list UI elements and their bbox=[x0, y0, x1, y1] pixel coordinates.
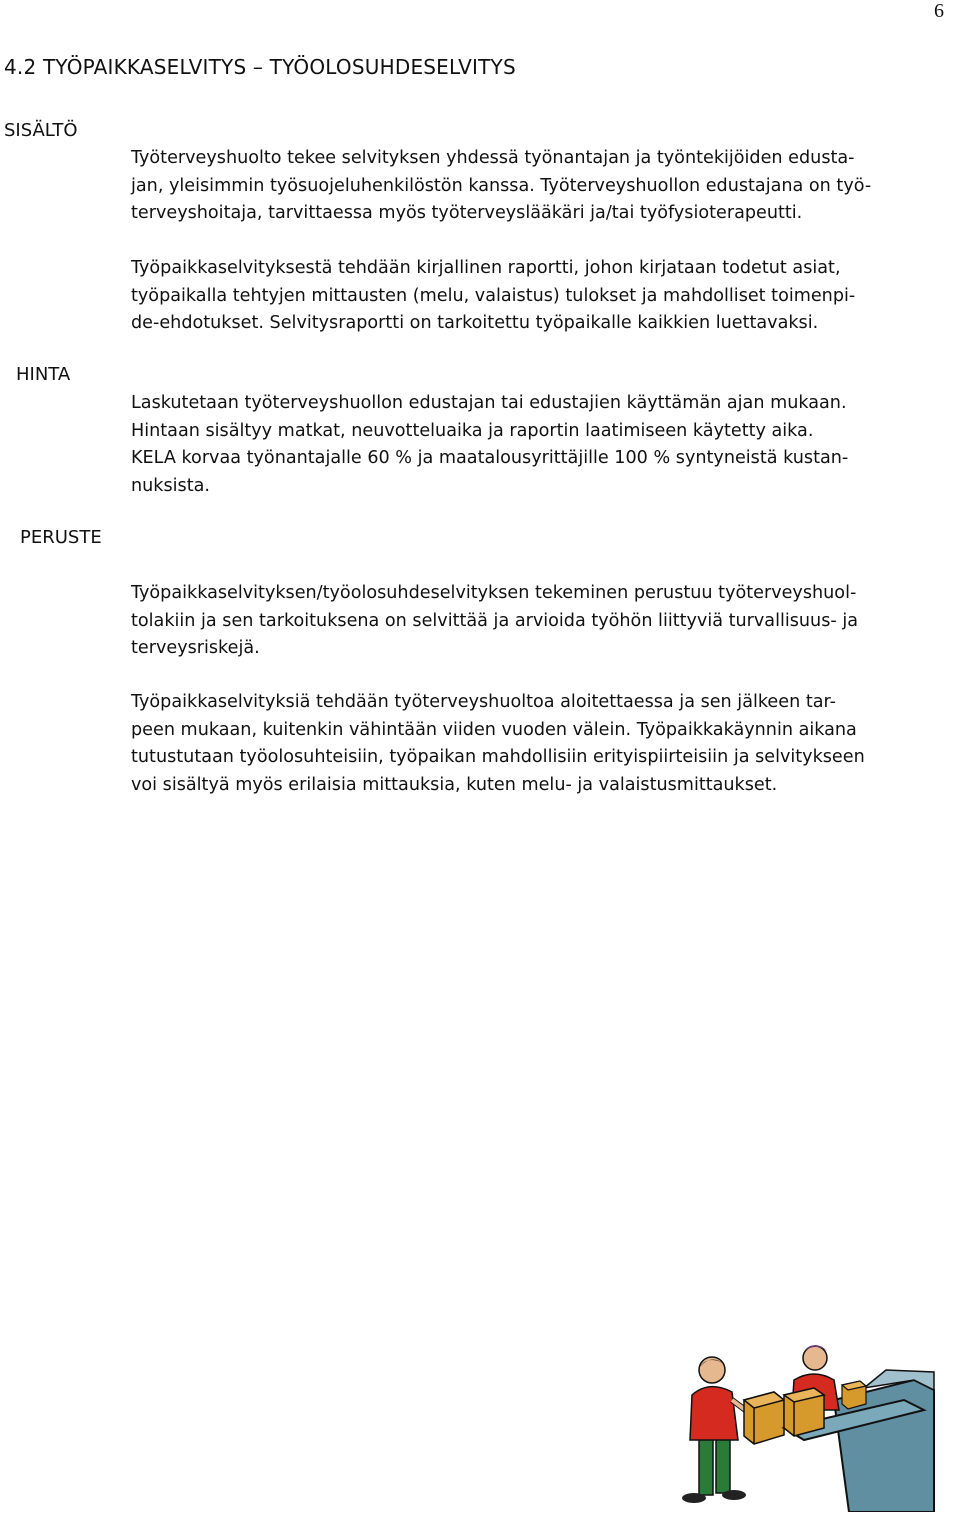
text-line: peen mukaan, kuitenkin vähintään viiden vuoden välein. Työpaikkakäynnin aikana bbox=[131, 719, 857, 740]
text-line: Laskutetaan työterveyshuollon edustajan tai edustajien käyttämän ajan mukaan. bbox=[131, 393, 847, 413]
text-line: terveysriskejä. bbox=[131, 638, 260, 658]
text-line: tolakiin ja sen tarkoituksena on selvittää ja arvioida työhön liittyviä turvallisuus- ja bbox=[131, 610, 858, 631]
conveyor-workers-illustration bbox=[634, 1340, 944, 1512]
text-line: nuksista. bbox=[131, 475, 210, 496]
text-line: Hintaan sisältyy matkat, neuvotteluaika ja raportin laatimiseen käytetty aika. bbox=[131, 420, 814, 441]
text-line: KELA korvaa työnantajalle 60 % ja maatalousyrittäjille 100 % syntyneistä kustan- bbox=[131, 448, 849, 468]
worker-left-icon bbox=[682, 1357, 752, 1503]
text-line: Työpaikkaselvityksiä tehdään työterveyshuoltoa aloitettaessa ja sen jälkeen tar- bbox=[131, 692, 836, 712]
label-peruste: PERUSTE bbox=[20, 527, 102, 548]
paragraph-peruste-2 bbox=[131, 689, 951, 799]
label-sisalto: SISÄLTÖ bbox=[4, 120, 78, 141]
box-icon bbox=[842, 1381, 866, 1409]
box-icon bbox=[744, 1392, 784, 1444]
text-line: voi sisältyä myös erilaisia mittauksia, kuten melu- ja valaistusmittaukset. bbox=[131, 774, 778, 795]
text-line: tutustutaan työolosuhteisiin, työpaikan mahdollisiin erityispiirteisiin ja selvitykseen bbox=[131, 747, 865, 767]
paragraph-sisalto-1 bbox=[131, 145, 951, 228]
box-icon bbox=[784, 1388, 824, 1436]
text-line: terveyshoitaja, tarvittaessa myös työterveyslääkäri ja/tai työfysioterapeutti. bbox=[131, 203, 803, 223]
text-line: jan, yleisimmin työsuojeluhenkilöstön kanssa. Työterveyshuollon edustajana on työ- bbox=[131, 175, 872, 196]
paragraph-sisalto-2 bbox=[131, 255, 951, 338]
section-title: 4.2 TYÖPAIKKASELVITYS – TYÖOLOSUHDESELVITYS bbox=[4, 55, 516, 79]
text-line: Työpaikkaselvityksestä tehdään kirjallinen raportti, johon kirjataan todetut asiat, bbox=[131, 258, 841, 278]
paragraph-hinta bbox=[131, 390, 951, 500]
paragraph-peruste-1 bbox=[131, 580, 951, 663]
text-line: työpaikalla tehtyjen mittausten (melu, valaistus) tulokset ja mahdolliset toimenpi- bbox=[131, 285, 856, 306]
text-line: Työpaikkaselvityksen/työolosuhdeselvityksen tekeminen perustuu työterveyshuol- bbox=[131, 583, 857, 603]
page-number: 6 bbox=[934, 0, 944, 22]
text-line: de-ehdotukset. Selvitysraportti on tarkoitettu työpaikalle kaikkien luettavaksi. bbox=[131, 313, 819, 333]
text-line: Työterveyshuolto tekee selvityksen yhdessä työnantajan ja työntekijöiden edusta- bbox=[131, 148, 855, 168]
label-hinta: HINTA bbox=[16, 364, 71, 385]
